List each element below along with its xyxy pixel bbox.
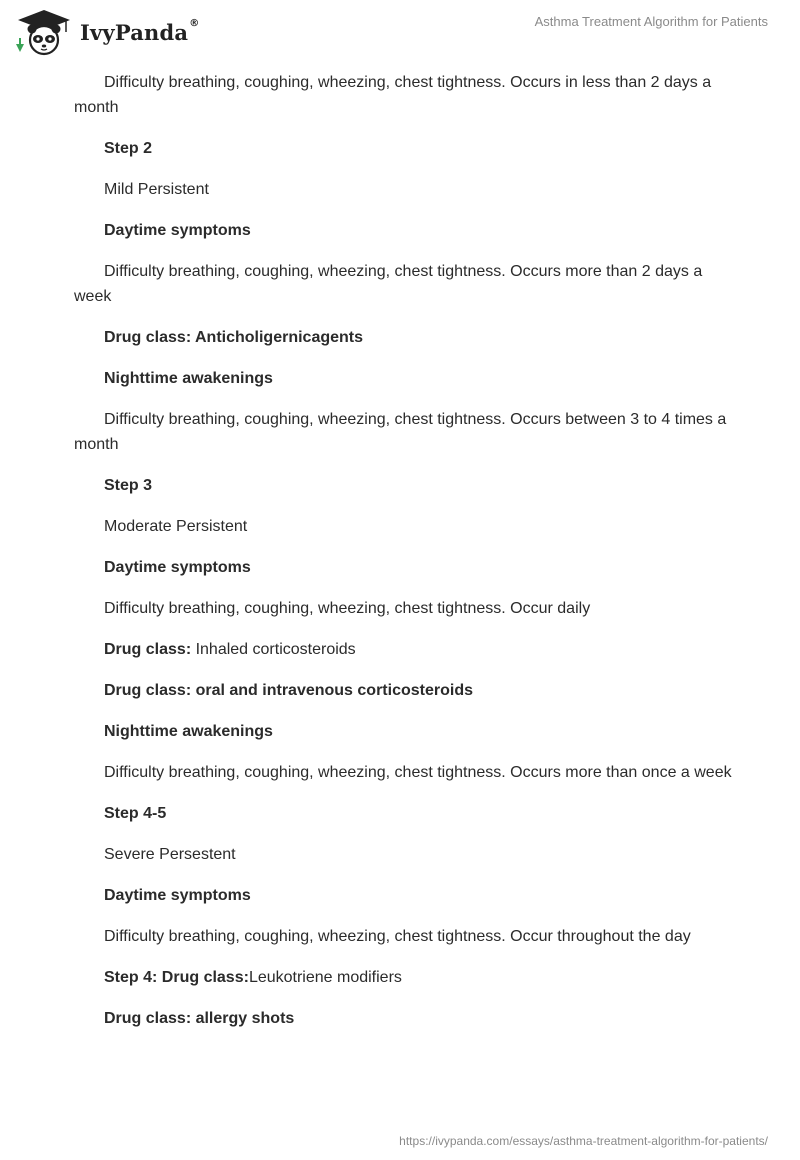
page-header [0, 0, 800, 64]
severity-label: Moderate Persistent [104, 518, 248, 535]
paragraph: Difficulty breathing, coughing, wheezing, chest tightness. Occurs more than once a week [104, 764, 732, 781]
severity-label: Mild Persistent [104, 181, 209, 198]
document-title: Asthma Treatment Algorithm for Patients [534, 14, 768, 29]
logo-wordmark: IvyPanda® [80, 17, 200, 45]
paragraph: Difficulty breathing, coughing, wheezing, chest tightness. Occurs in less than 2 days a month [74, 74, 712, 116]
ivypanda-logo[interactable] [14, 8, 199, 56]
paragraph: Difficulty breathing, coughing, wheezing, chest tightness. Occur daily [104, 600, 591, 617]
drug-class-heading: Drug class: oral and intravenous corticosteroids [104, 682, 473, 699]
registered-mark: ® [189, 17, 200, 29]
severity-label: Severe Persestent [104, 846, 236, 863]
subheading: Daytime symptoms [104, 222, 251, 239]
subheading: Daytime symptoms [104, 887, 251, 904]
source-url-link[interactable]: https://ivypanda.com/essays/asthma-treatment-algorithm-for-patients/ [399, 1134, 768, 1148]
step-heading: Step 2 [104, 140, 153, 157]
panda-graduate-icon [14, 8, 74, 56]
drug-class-line: Step 4: Drug class:Leukotriene modifiers [104, 969, 402, 986]
subheading: Nighttime awakenings [104, 723, 273, 740]
drug-class-heading: Drug class: Anticholigernicagents [104, 329, 364, 346]
subheading: Nighttime awakenings [104, 370, 273, 387]
step-heading: Step 3 [104, 477, 153, 494]
subheading: Daytime symptoms [104, 559, 251, 576]
step-heading: Step 4-5 [104, 805, 167, 822]
paragraph: Difficulty breathing, coughing, wheezing, chest tightness. Occur throughout the day [104, 928, 691, 945]
paragraph: Difficulty breathing, coughing, wheezing, chest tightness. Occurs between 3 to 4 times a month [74, 411, 727, 453]
document-body [74, 70, 734, 1047]
drug-class-heading: Drug class: allergy shots [104, 1010, 295, 1027]
paragraph: Difficulty breathing, coughing, wheezing, chest tightness. Occurs more than 2 days a week [74, 263, 703, 305]
drug-class-line: Drug class: Inhaled corticosteroids [104, 641, 356, 658]
